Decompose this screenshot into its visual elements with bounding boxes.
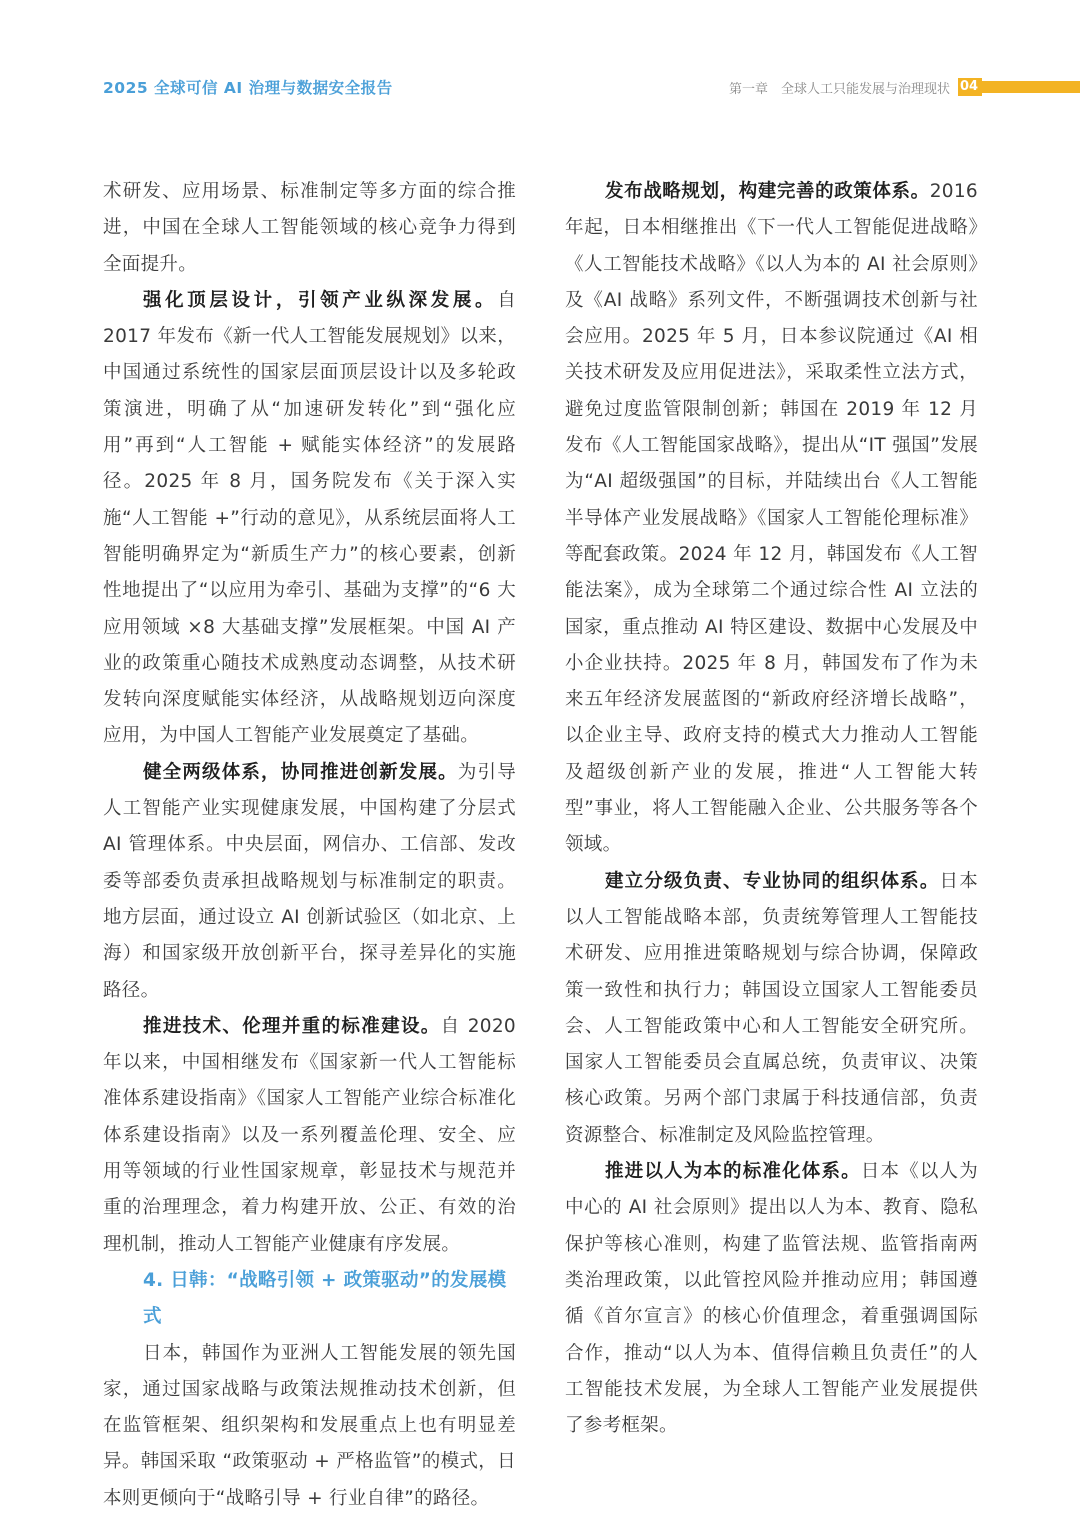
paragraph-body: 2016 年起，日本相继推出《下一代人工智能促进战略》《人工智能技术战略》《以人为本的 AI 社会原则》及《AI 战略》系列文件，不断强调技术创新与社会应用。2025 年 5 月，日本参议院通过《AI 相关技术研发及应用促进法》，采取柔性立法方式，避免过度监管限制创新；韩国在 2019 年 12 月发布《人工智能国家战略》，提出从“IT 强国”发展为“AI 超级强国”的目标，并陆续出台《人工智能半导体产业发展战略》《国家人工智能伦理标准》等配套政策。2024 年 12 月，韩国发布《人工智能法案》，成为全球第二个通过综合性 AI 立法的国家，重点推动 AI 特区建设、数据中心发展及中小企业扶持。2025 年 8 月，韩国发布了作为未来五年经济发展蓝图的“新政府经济增长战略”，以企业主导、政府支持的模式大力推动人工智能及超级创新产业的发展，推进“人工智能大转型”事业，将人工智能融入企业、公共服务等各个领域。 — [565, 181, 978, 856]
paragraph-body: 自 2017 年发布《新一代人工智能发展规划》以来，中国通过系统性的国家层面顶层设计以及多轮政策演进，明确了从“加速研发转化”到“强化应用”再到“人工智能 + 赋能实体经济”的发展路径。2025 年 8 月，国务院发布《关于深入实施“人工智能 +”行动的意见》，从系统层面将人工智能明确界定为“新质生产力”的核心要素，创新性地提出了“以应用为牵引、基础为支撑”的“6 大应用领域 ×8 大基础支撑”发展框架。中国 AI 产业的政策重心随技术成熟度动态调整，从技术研发转向深度赋能实体经济，从战略规划迈向深度应用，为中国人工智能产业发展奠定了基础。 — [103, 289, 516, 747]
paragraph-body: 日本以人工智能战略本部，负责统筹管理人工智能技术研发、应用推进策略规划与综合协调，保障政策一致性和执行力；韩国设立国家人工智能委员会、人工智能政策中心和人工智能安全研究所。国家人工智能委员会直属总统，负责审议、决策核心政策。另两个部门隶属于科技通信部，负责资源整合、标准制定及风险监控管理。 — [565, 870, 978, 1146]
paragraph-lead: 发布战略规划，构建完善的政策体系。 — [605, 181, 930, 202]
paragraph — [565, 174, 978, 864]
paragraph — [565, 1154, 978, 1444]
paragraph — [103, 1009, 516, 1263]
header-accent-bar — [982, 81, 1080, 93]
left-column — [103, 174, 516, 1517]
paragraph — [565, 864, 978, 1154]
paragraph — [103, 755, 516, 1009]
chapter-indicator — [729, 77, 1080, 97]
report-title: 2025 全球可信 AI 治理与数据安全报告 — [103, 79, 393, 97]
paragraph — [103, 283, 516, 755]
paragraph-lead: 推进以人为本的标准化体系。 — [605, 1161, 861, 1183]
paragraph-lead: 强化顶层设计，引领产业纵深发展。 — [143, 289, 498, 311]
paragraph: 术研发、应用场景、标准制定等多方面的综合推进，中国在全球人工智能领域的核心竞争力得到全面提升。 — [103, 181, 516, 275]
paragraph-lead: 推进技术、伦理并重的标准建设。 — [143, 1015, 441, 1037]
page-header — [0, 0, 1080, 110]
paragraph: 日本，韩国作为亚洲人工智能发展的领先国家，通过国家战略与政策法规推动技术创新，但在监管框架、组织架构和发展重点上也有明显差异。韩国采取 “政策驱动 + 严格监管”的模式，日本则更倾向于“战略引导 + 行业自律”的路径。 — [103, 1342, 516, 1509]
chapter-title: 第一章 全球人工只能发展与治理现状 — [728, 81, 950, 97]
right-column — [565, 174, 978, 1444]
page-number: 04 — [958, 78, 982, 96]
paragraph-lead: 健全两级体系，协同推进创新发展。 — [143, 761, 458, 783]
paragraph-body: 自 2020 年以来，中国相继发布《国家新一代人工智能标准体系建设指南》《国家人工智能产业综合标准化体系建设指南》以及一系列覆盖伦理、安全、应用等领域的行业性国家规章，彰显技术与规范并重的治理理念，着力构建开放、公正、有效的治理机制，推动人工智能产业健康有序发展。 — [103, 1015, 516, 1255]
paragraph-body: 日本《以人为中心的 AI 社会原则》提出以人为本、教育、隐私保护等核心准则，构建了监管法规、监管指南两类治理政策，以此管控风险并推动应用；韩国遵循《首尔宣言》的核心价值理念，着重强调国际合作，推动“以人为本、值得信赖且负责任”的人工智能技术发展，为全球人工智能产业发展提供了参考框架。 — [565, 1161, 978, 1437]
section-heading: 4. 日韩：“战略引领 + 政策驱动”的发展模式 — [143, 1269, 507, 1328]
paragraph-body: 为引导人工智能产业实现健康发展，中国构建了分层式 AI 管理体系。中央层面，网信办、工信部、发改委等部委负责承担战略规划与标准制定的职责。地方层面，通过设立 AI 创新试验区（如北京、上海）和国家级开放创新平台，探寻差异化的实施路径。 — [103, 761, 516, 1001]
paragraph-lead: 建立分级负责、专业协同的组织体系。 — [605, 870, 940, 892]
